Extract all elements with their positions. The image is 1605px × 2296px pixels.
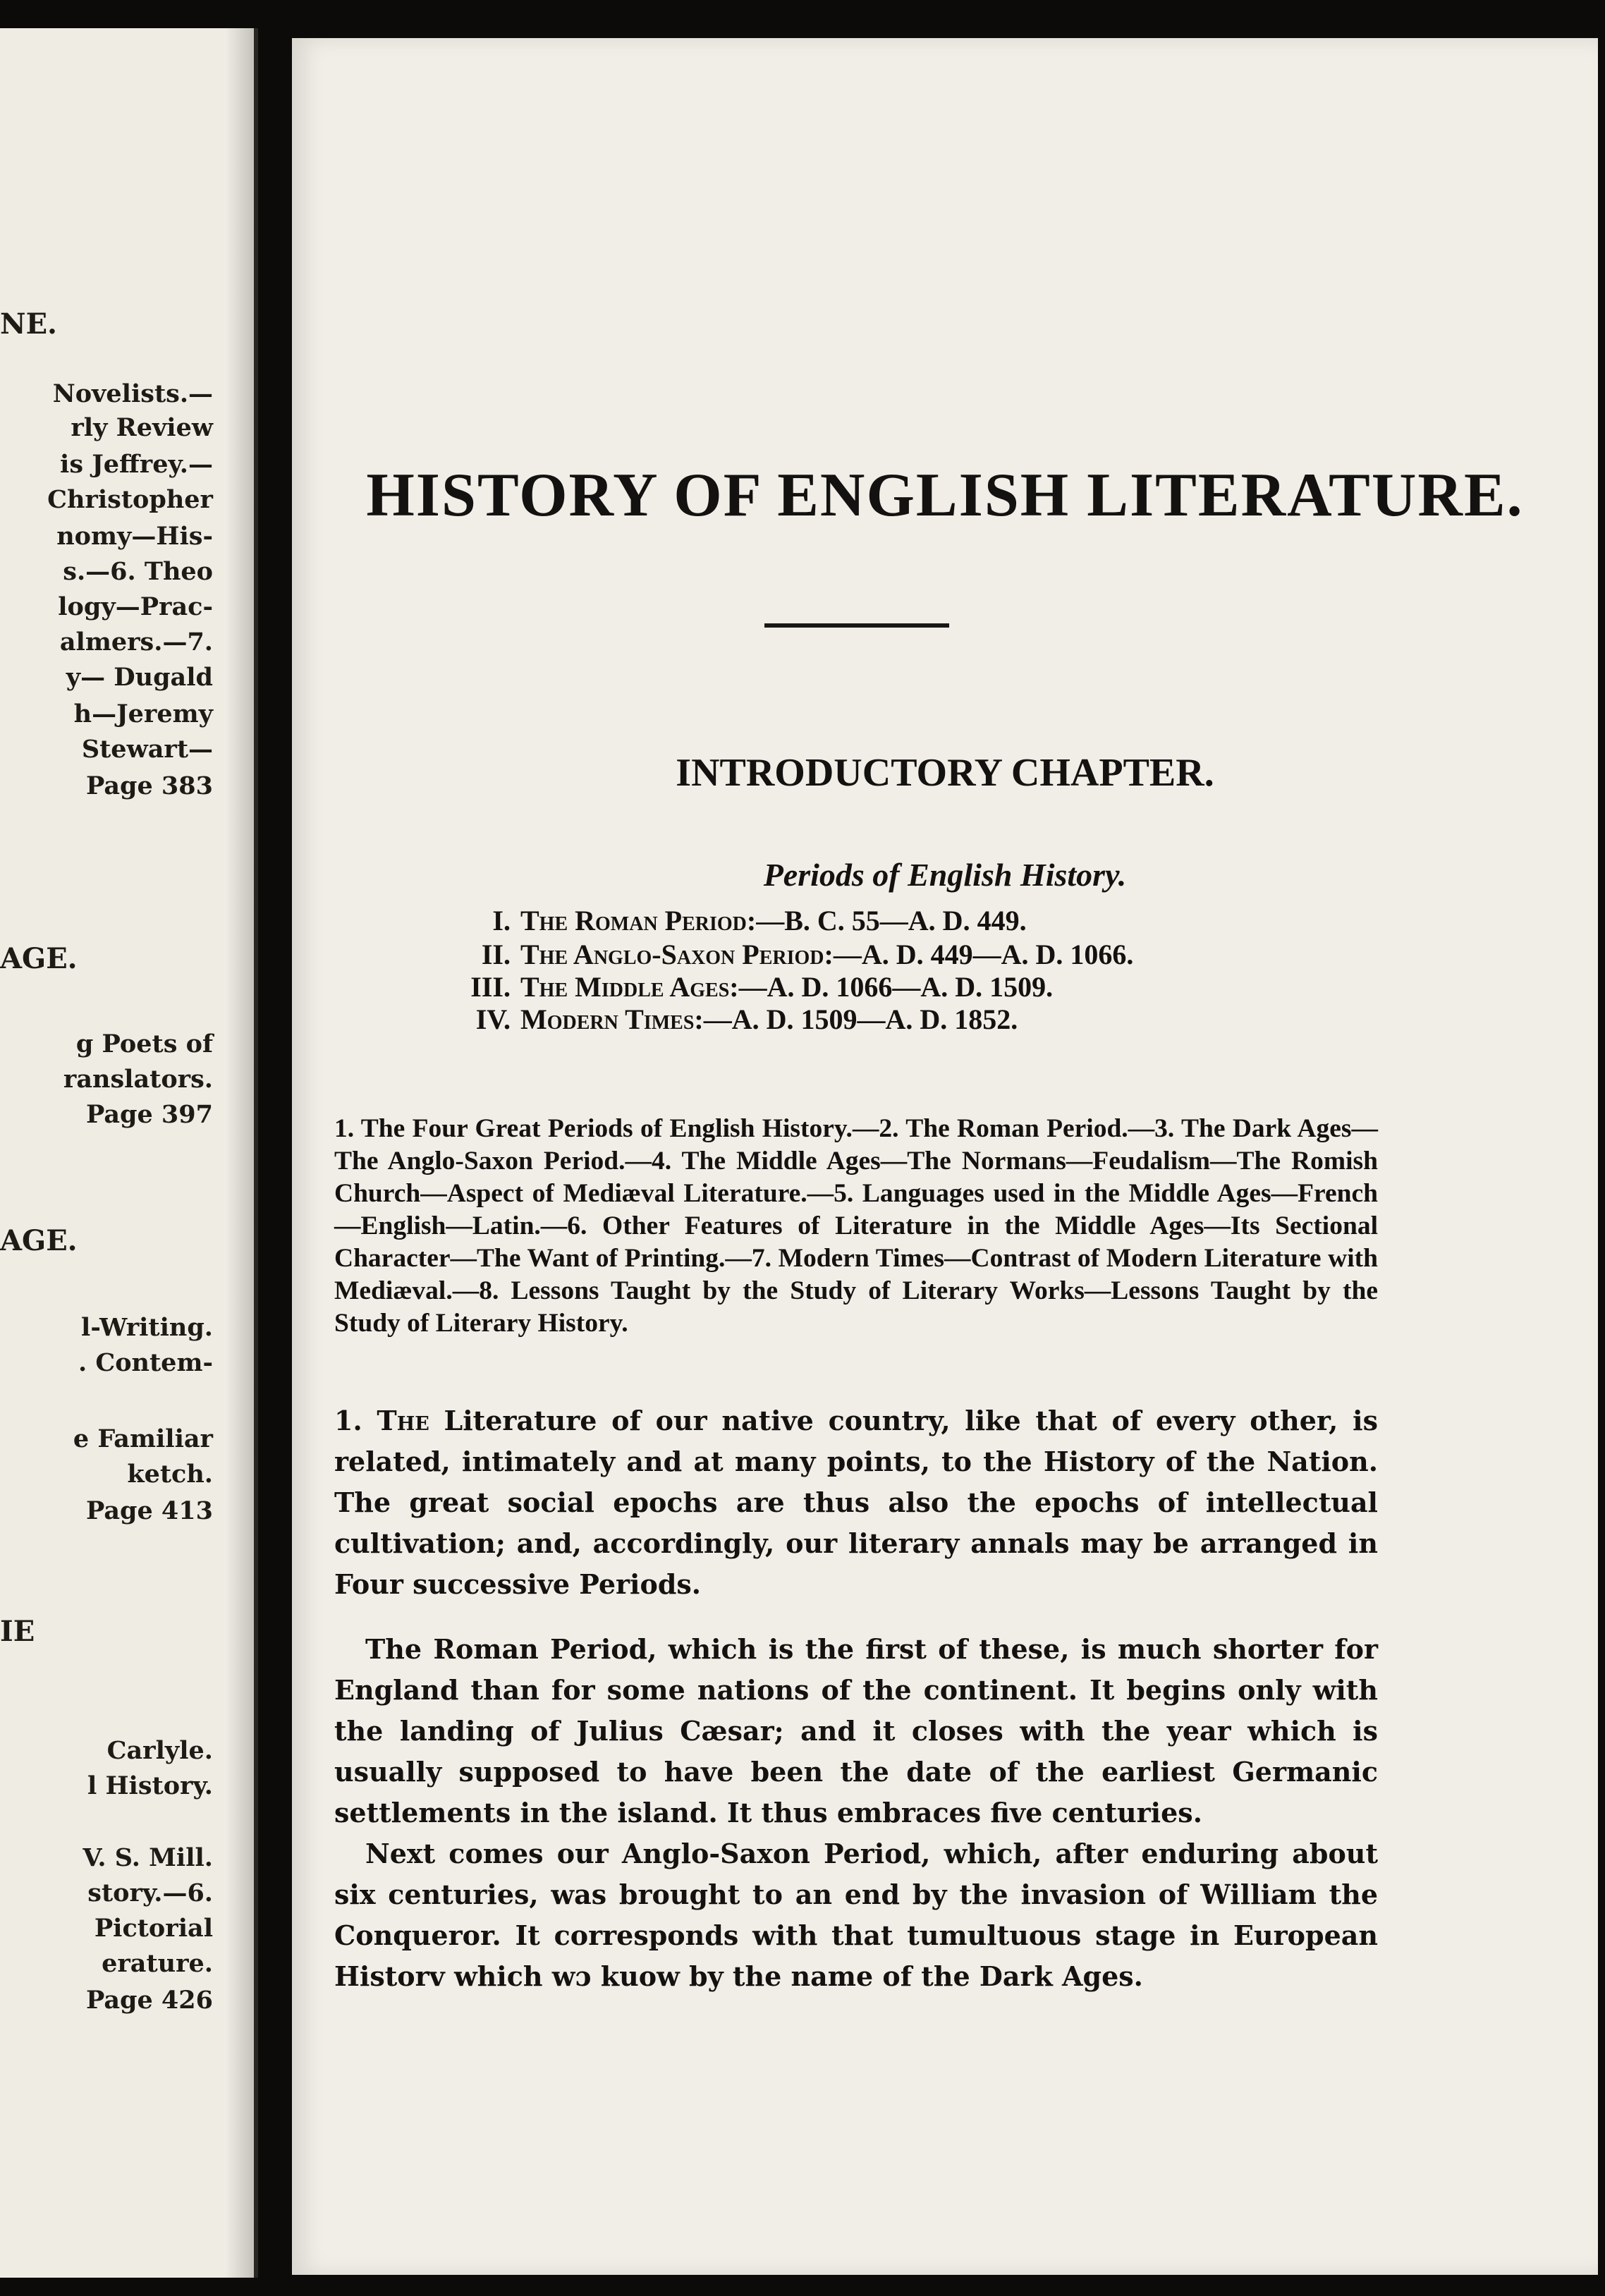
period-name: The Anglo-Saxon Period (520, 939, 824, 970)
title-rule (764, 623, 949, 628)
left-line: Stewart— (81, 735, 213, 764)
paragraph-3: Next comes our Anglo-Saxon Period, which, after enduring about six centuries, was brought to an end by the invasion of William the Conqueror. It corresponds with that tumultuous stage in European Historv which wɔ kuow by the name of the Dark Ages. (334, 1838, 1378, 1992)
left-line: . Contem- (78, 1348, 213, 1377)
left-line: AGE. (0, 942, 78, 975)
left-facing-page (0, 28, 258, 2278)
periods-heading: Periods of English History. (763, 857, 1127, 893)
left-line: story.—6. (87, 1879, 213, 1907)
left-line: Carlyle. (106, 1736, 213, 1765)
left-line: IE (0, 1615, 35, 1648)
left-line: erature. (102, 1949, 213, 1978)
period-name: The Middle Ages (520, 971, 730, 1003)
left-line: AGE. (0, 1224, 78, 1257)
period-dates: :—B. C. 55—A. D. 449. (746, 905, 1027, 936)
period-item (447, 1003, 1018, 1036)
left-line: ketch. (127, 1460, 213, 1489)
left-line: logy—Prac- (58, 592, 213, 621)
period-name: Modern Times (520, 1003, 695, 1035)
period-item (447, 938, 1133, 971)
left-line: Page 397 (85, 1100, 213, 1129)
paragraph-text: Literature of our native country, like that of every other, is related, intimately and at many points, to the History of the Nation. The great social epochs are thus also the epochs of intellectual cultivation; and, accordingly, our literary annals may be arranged in Four successive Periods. (334, 1405, 1378, 1600)
paragraph-2: The Roman Period, which is the first of these, is much shorter for England than for some nations of the continent. It begins only with the landing of Julius Cæsar; and it closes with the year which is usually supposed to have been the date of the earliest Germanic settlements in the island. It thus embraces five centuries. (334, 1633, 1378, 1828)
paragraph-1 (334, 1400, 1378, 1605)
left-line: y— Dugald (66, 663, 213, 692)
period-number: II. (481, 939, 511, 970)
left-line: rly Review (71, 413, 213, 442)
period-dates: :—A. D. 449—A. D. 1066. (824, 939, 1134, 970)
left-line: is Jeffrey.— (60, 450, 213, 479)
left-line: almers.—7. (59, 628, 213, 657)
left-line: Christopher (47, 485, 213, 514)
left-line: Page 426 (85, 1986, 213, 2015)
period-number: I. (492, 905, 511, 936)
left-line: s.—6. Theo (63, 557, 213, 586)
left-line: NE. (0, 307, 57, 341)
left-line: g Poets of (75, 1030, 213, 1058)
period-number: IV. (475, 1003, 511, 1035)
left-line: Page 383 (85, 771, 213, 800)
period-dates: :—A. D. 1509—A. D. 1852. (694, 1003, 1018, 1035)
page-title: HISTORY OF ENGLISH LITERATURE. (366, 461, 1524, 530)
left-line: h—Jeremy (73, 700, 213, 728)
period-item (447, 904, 1027, 937)
left-line: e Familiar (73, 1424, 213, 1453)
period-number: III. (470, 971, 511, 1003)
left-line: l History. (87, 1771, 213, 1800)
left-line: l-Writing. (81, 1313, 213, 1342)
chapter-summary: 1. The Four Great Periods of English History.—2. The Roman Period.—3. The Dark Ages—The Anglo-Saxon Period.—4. The Middle Ages—The Normans—Feudalism—The Romish Church—Aspect of Mediæval Literature.—5. Languages used in the Middle Ages—French—English—Latin.—6. Other Features of Literature in the Middle Ages—Its Sectional Character—The Want of Printing.—7. Modern Times—Contrast of Modern Literature with Mediæval.—8. Lessons Taught by the Study of Literary Works—Lessons Taught by the Study of Literary History. (334, 1114, 1378, 1338)
left-line: nomy—His- (56, 522, 213, 551)
period-item (447, 970, 1053, 1003)
main-page (292, 38, 1598, 2275)
chapter-heading: INTRODUCTORY CHAPTER. (676, 751, 1214, 795)
left-line: V. S. Mill. (83, 1843, 213, 1872)
gutter-shadow (226, 28, 254, 2278)
left-line: ranslators. (63, 1065, 213, 1094)
left-line: Novelists.— (52, 379, 213, 408)
period-name: The Roman Period (520, 905, 747, 936)
left-line: Pictorial (94, 1914, 213, 1943)
period-dates: :—A. D. 1066—A. D. 1509. (729, 971, 1054, 1003)
paragraph-lead: 1. The (334, 1405, 429, 1436)
left-line: Page 413 (85, 1496, 213, 1525)
